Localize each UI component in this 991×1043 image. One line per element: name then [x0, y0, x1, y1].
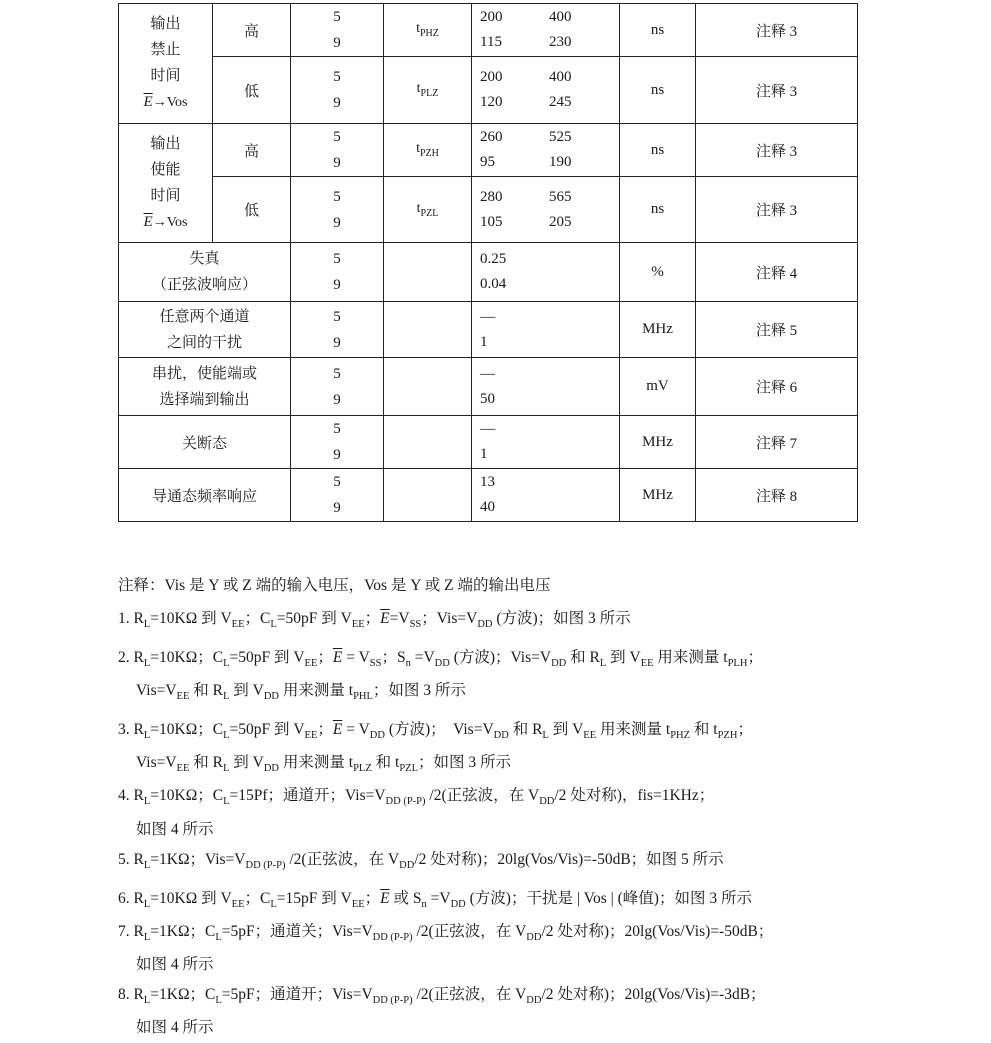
notes-section: [118, 572, 878, 1041]
values-cell: 260 525 95 190: [472, 124, 620, 177]
values-cell: — 50: [472, 358, 620, 416]
symbol-cell: [384, 469, 472, 522]
note-4: 4. $R_L=10K\Omega$；$C_L=15Pf$；通道开；$Vis=V_{DD (P-P)}$ /2(正弦波，在 $V_{DD}/2$ 处对称)，fis=1KHz；: [118, 787, 715, 808]
table-row: [119, 243, 858, 302]
table-row: [119, 302, 858, 358]
values-cell: 200 400 115 230: [472, 4, 620, 57]
note-1: 1. $R_L=10K\Omega$ 到 $V_{EE}$；$C_L=50pF$ 到 $V_{EE}$；$\overline{E}=V_{SS}$；$Vis=V_{DD}$ (方波)；如图 3 所示: [118, 610, 631, 631]
vdd-cell: 5 9: [291, 302, 384, 358]
param-label: 输出 禁止 时间 $\overline{E}\to Vos$: [119, 4, 213, 124]
values-cell: 200 400 120 245: [472, 57, 620, 124]
symbol-cell: $t_{PHZ}$: [384, 4, 472, 57]
note-3: 3. $R_L=10K\Omega$；$C_L=50pF$ 到 $V_{EE}$；$\overline{E} = V_{DD}$ (方波)； $Vis=V_{DD}$ 和 $R_L$ 到 $V_{EE}$ 用来测量 $t_{PHZ}$ 和 $t_{PZH}$；: [118, 721, 753, 742]
note-cell: 注释 6: [696, 358, 858, 416]
unit-cell: ns: [620, 177, 696, 243]
note-8: 8. $R_L=1K\Omega$；$C_L=5pF$；通道开；$Vis=V_{DD (P-P)}$ /2(正弦波，在 $V_{DD}/2$ 处对称)；20lg(Vos/Vis)=-3dB；: [118, 985, 766, 1006]
vdd-cell: 5 9: [291, 177, 384, 243]
level-cell: 高: [213, 4, 291, 57]
param-label: 串扰，使能端或 选择端到输出: [119, 358, 291, 416]
symbol-cell: $t_{PLZ}$: [384, 57, 472, 124]
table-row: [119, 358, 858, 416]
vdd-cell: 5 9: [291, 469, 384, 522]
note-7: 7. $R_L=1K\Omega$；$C_L=5pF$；通道关；$Vis=V_{DD (P-P)}$ /2(正弦波，在 $V_{DD}/2$ 处对称)；20lg(Vos/Vis)=-50dB；: [118, 922, 774, 943]
values-cell: 280 565 105 205: [472, 177, 620, 243]
table-row: [119, 4, 858, 57]
symbol-cell: [384, 416, 472, 469]
symbol-cell: $t_{PZL}$: [384, 177, 472, 243]
vdd-cell: 5 9: [291, 124, 384, 177]
vdd-cell: 5 9: [291, 416, 384, 469]
spec-table: [118, 3, 858, 522]
unit-cell: MHz: [620, 469, 696, 522]
table-row: [119, 177, 858, 243]
note-cell: 注释 5: [696, 302, 858, 358]
note-cell: 注释 4: [696, 243, 858, 302]
note-8-cont: 如图 4 所示: [136, 1018, 214, 1036]
level-cell: 低: [213, 177, 291, 243]
level-cell: 高: [213, 124, 291, 177]
vdd-cell: 5 9: [291, 358, 384, 416]
note-cell: 注释 7: [696, 416, 858, 469]
level-cell: 低: [213, 57, 291, 124]
table-row: [119, 57, 858, 124]
unit-cell: mV: [620, 358, 696, 416]
table-row: [119, 416, 858, 469]
unit-cell: %: [620, 243, 696, 302]
unit-cell: MHz: [620, 416, 696, 469]
table-row: [119, 124, 858, 177]
param-label: 导通态频率响应: [119, 469, 291, 522]
note-2: 2. $R_L=10K\Omega$；$C_L=50pF$ 到 $V_{EE}$；$\overline{E} = V_{SS}$；$S_n =V_{DD}$ (方波)；$Vis=V_{DD}$ 和 $R_L$ 到 $V_{EE}$ 用来测量 $t_{PLH}$；: [118, 649, 763, 670]
unit-cell: ns: [620, 4, 696, 57]
unit-cell: ns: [620, 57, 696, 124]
note-4-cont: 如图 4 所示: [136, 820, 214, 838]
vdd-cell: 5 9: [291, 4, 384, 57]
param-label: 关断态: [119, 416, 291, 469]
note-5: 5. $R_L=1K\Omega$；$Vis=V_{DD (P-P)}$ /2(正弦波，在 $V_{DD}/2$ 处对称)；20lg(Vos/Vis)=-50dB；如图 5 所示: [118, 850, 724, 871]
values-cell: — 1: [472, 302, 620, 358]
param-label: 任意两个通道 之间的干扰: [119, 302, 291, 358]
symbol-cell: [384, 358, 472, 416]
note-cell: 注释 3: [696, 124, 858, 177]
note-7-cont: 如图 4 所示: [136, 955, 214, 973]
param-label: 输出 使能 时间 $\overline{E}\to Vos$: [119, 124, 213, 243]
table-row: [119, 469, 858, 522]
note-2-cont: $Vis=V_{EE}$ 和 $R_L$ 到 $V_{DD}$ 用来测量 $t_{PHL}$；如图 3 所示: [136, 682, 466, 703]
note-6: 6. $R_L=10K\Omega$ 到 $V_{EE}$；$C_L=15pF$ 到 $V_{EE}$；$\overline{E}$ 或 $S_n =V_{DD}$ (方波)；干扰是 | Vos | (峰值)；如图 3 所示: [118, 889, 752, 910]
unit-cell: ns: [620, 124, 696, 177]
vdd-cell: 5 9: [291, 243, 384, 302]
symbol-cell: $t_{PZH}$: [384, 124, 472, 177]
vdd-cell: 5 9: [291, 57, 384, 124]
note-cell: 注释 3: [696, 57, 858, 124]
note-cell: 注释 8: [696, 469, 858, 522]
values-cell: — 1: [472, 416, 620, 469]
symbol-cell: [384, 243, 472, 302]
notes-intro: 注释：Vis 是 Y 或 Z 端的输入电压，Vos 是 Y 或 Z 端的输出电压: [118, 577, 551, 594]
values-cell: 13 40: [472, 469, 620, 522]
note-3-cont: $Vis=V_{EE}$ 和 $R_L$ 到 $V_{DD}$ 用来测量 $t_{PLZ}$ 和 $t_{PZL}$；如图 3 所示: [136, 754, 511, 775]
note-cell: 注释 3: [696, 177, 858, 243]
param-label: 失真 （正弦波响应）: [119, 243, 291, 302]
symbol-cell: [384, 302, 472, 358]
note-cell: 注释 3: [696, 4, 858, 57]
values-cell: 0.25 0.04: [472, 243, 620, 302]
unit-cell: MHz: [620, 302, 696, 358]
